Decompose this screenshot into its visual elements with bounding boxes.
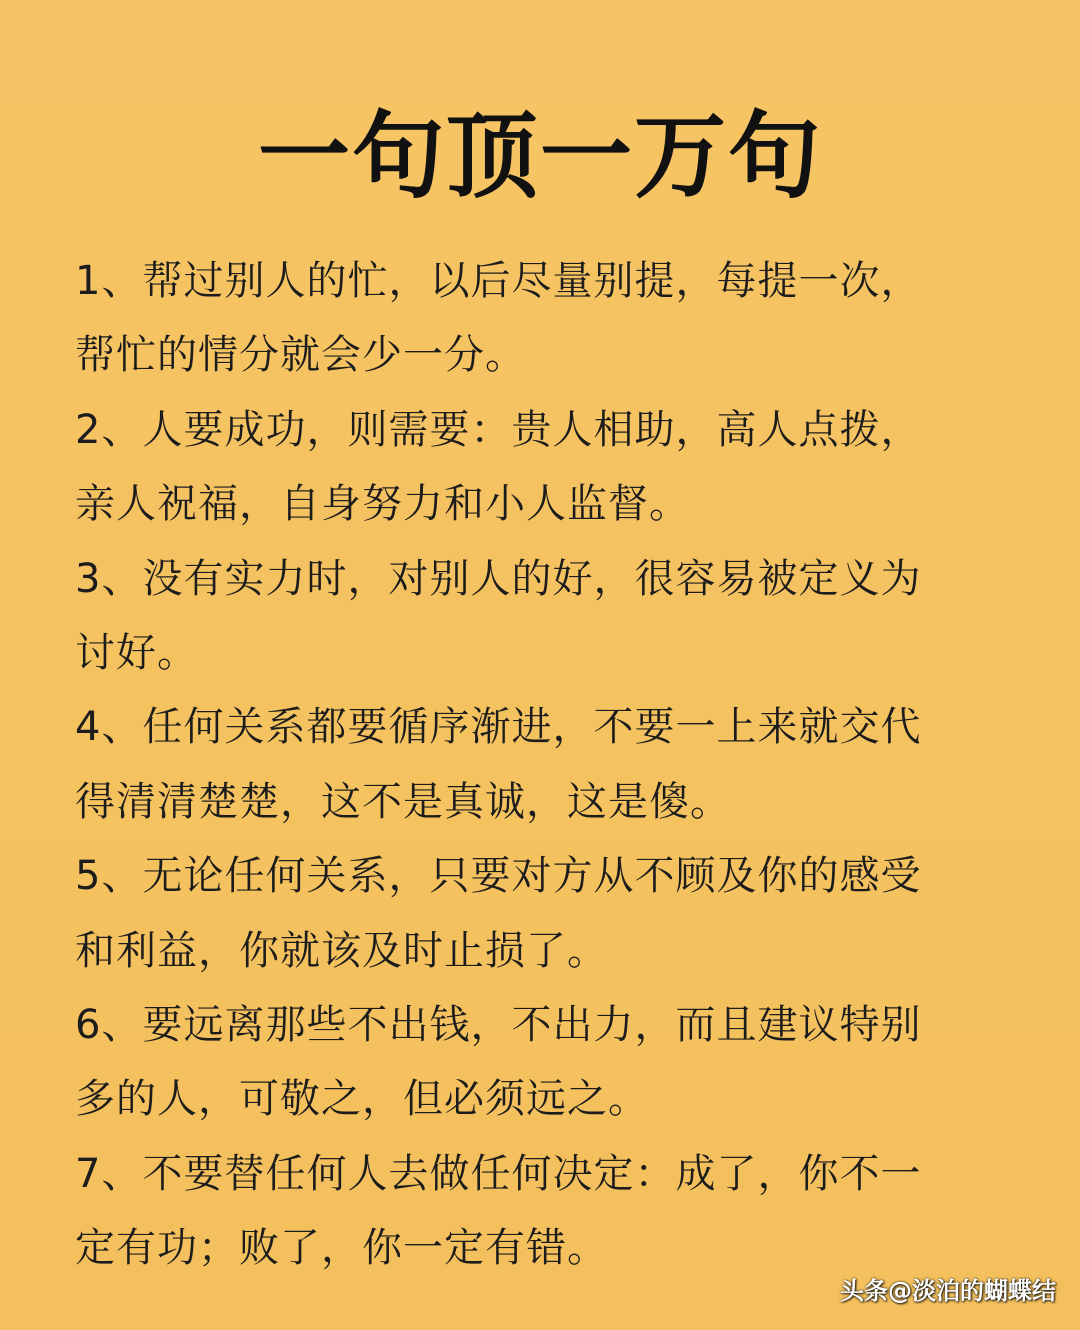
text-line: 得清清楚楚，这不是真诚，这是傻。 [75,778,731,825]
text-line: 4、任何关系都要循序渐进，不要一上来就交代 [75,704,922,751]
text-line: 定有功；败了，你一定有错。 [75,1225,608,1272]
text-line: 3、没有实力时，对别人的好，很容易被定义为 [75,555,922,602]
text-line: 和利益，你就该及时止损了。 [75,927,608,974]
text-line: 多的人，可敬之，但必须远之。 [75,1076,649,1123]
text-line: 5、无论任何关系，只要对方从不顾及你的感受 [75,853,922,900]
quote-list [75,244,1005,1285]
watermark: 头条@淡泊的蝴蝶结 [840,1277,1056,1305]
page-title: 一句顶一万句 [257,101,822,212]
text-line: 亲人祝福，自身努力和小人监督。 [75,481,690,528]
text-line: 7、不要替任何人去做任何决定：成了，你不一 [75,1150,922,1197]
text-line: 1、帮过别人的忙，以后尽量别提，每提一次， [75,258,922,304]
text-line: 6、要远离那些不出钱，不出力，而且建议特别 [75,1001,922,1048]
text-line: 讨好。 [75,629,198,676]
text-line: 2、人要成功，则需要：贵人相助，高人点拨， [75,406,922,453]
text-line: 帮忙的情分就会少一分。 [75,332,526,379]
